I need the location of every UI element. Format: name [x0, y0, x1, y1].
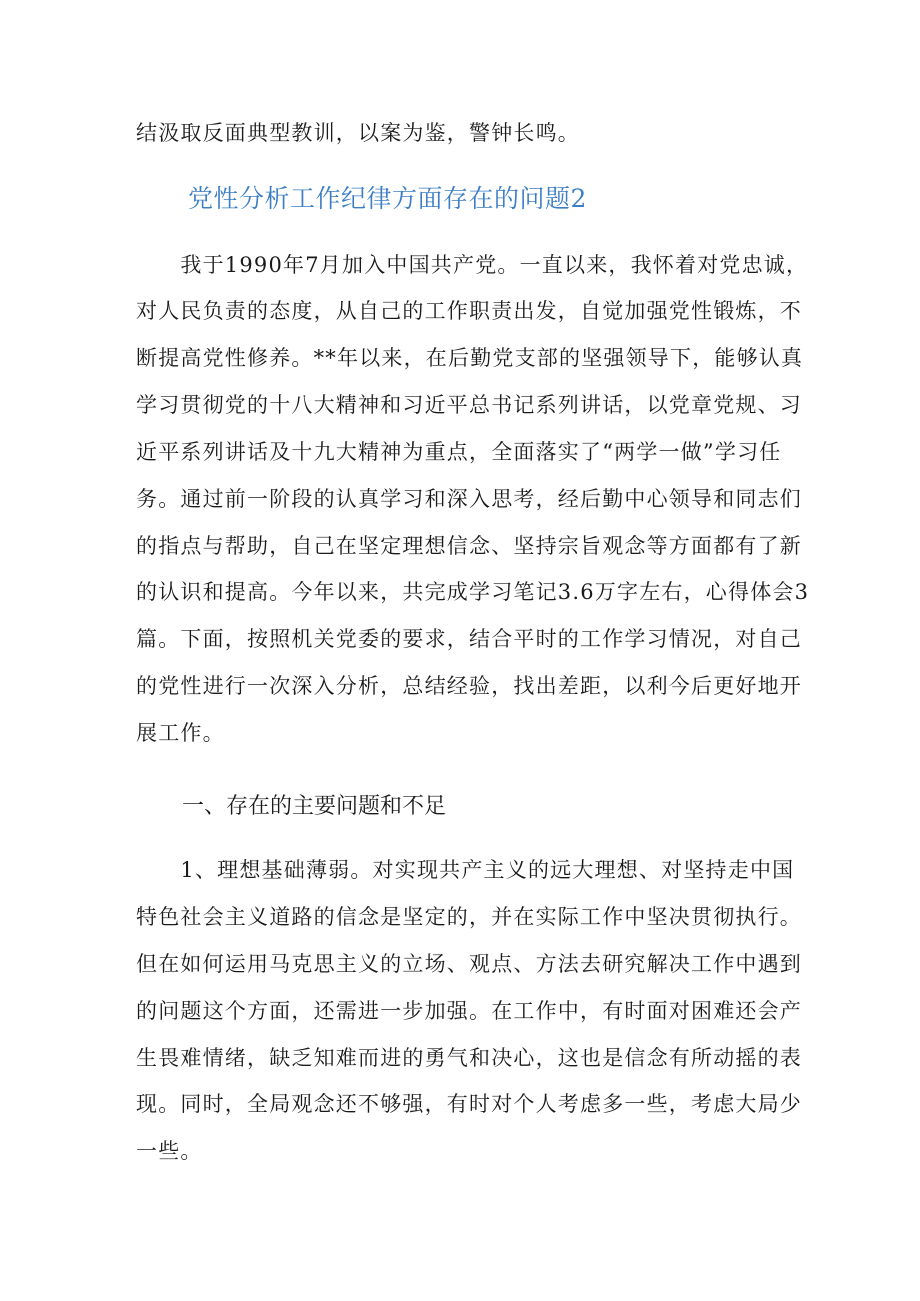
text-line: 近平系列讲话及十九大精神为重点，全面落实了“两学一做”学习任	[136, 440, 782, 464]
text-line: 我于1990年7月加入中国共产党。一直以来，我怀着对党忠诚，	[136, 253, 809, 277]
text-line: 生畏难情绪，缺乏知难而进的勇气和决心，这也是信念有所动摇的表	[136, 1046, 802, 1070]
text-line: 对人民负责的态度，从自己的工作职责出发，自觉加强党性锻炼，不	[136, 299, 802, 323]
text-line: 1、理想基础薄弱。对实现共产主义的远大理想、对坚持走中国	[136, 858, 795, 882]
text-line: 现。同时，全局观念还不够强，有时对个人考虑多一些，考虑大局少	[136, 1092, 802, 1116]
continued-text-line: 结汲取反面典型教训，以案为鉴，警钟长鸣。	[136, 121, 580, 145]
text-line: 展工作。	[136, 721, 225, 745]
text-line: 篇。下面，按照机关党委的要求，结合平时的工作学习情况，对自己	[136, 627, 802, 651]
text-line: 一些。	[136, 1139, 203, 1163]
text-line: 但在如何运用马克思主义的立场、观点、方法去研究解决工作中遇到	[136, 952, 802, 976]
text-line: 的指点与帮助，自己在坚定理想信念、坚持宗旨观念等方面都有了新	[136, 534, 802, 558]
text-line: 的认识和提高。今年以来，共完成学习笔记3.6万字左右，心得体会3	[136, 580, 810, 604]
text-line: 特色社会主义道路的信念是坚定的，并在实际工作中坚决贯彻执行。	[136, 905, 802, 929]
text-line: 的问题这个方面，还需进一步加强。在工作中，有时面对困难还会产	[136, 999, 802, 1023]
text-line: 务。通过前一阶段的认真学习和深入思考，经后勤中心领导和同志们	[136, 487, 802, 511]
text-line: 学习贯彻党的十八大精神和习近平总书记系列讲话，以党章党规、习	[136, 393, 802, 417]
section-heading: 一、存在的主要问题和不足	[182, 794, 447, 819]
text-line: 断提高党性修养。**年以来，在后勤党支部的坚强领导下，能够认真	[136, 346, 804, 370]
document-title: 党性分析工作纪律方面存在的问题2	[188, 184, 587, 213]
text-line: 的党性进行一次深入分析，总结经验，找出差距，以利今后更好地开	[136, 674, 802, 698]
